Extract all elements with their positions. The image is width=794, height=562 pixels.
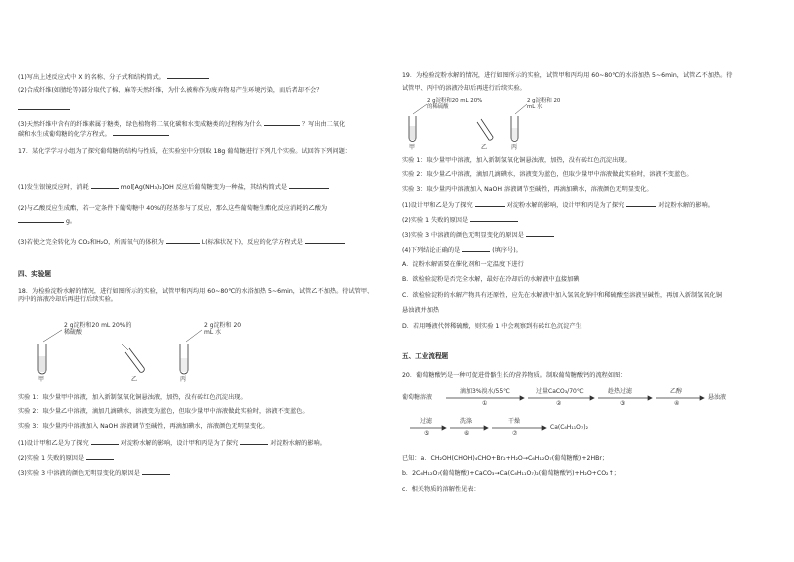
flow-suspension-label: 悬浊液 bbox=[708, 394, 727, 401]
q20-flow-diagram bbox=[402, 384, 762, 448]
q16-part1: (1)写出上述反应式中 X 的名称、分子式和结构简式。 bbox=[18, 72, 209, 82]
q16-part2-blank bbox=[18, 103, 70, 113]
q17-intro: 17．某化学学习小组为了探究葡萄糖的结构与性质，在实验室中分别取 18g 葡萄糖进行下列几个实验。试回答下列问题： bbox=[18, 148, 351, 155]
q18-tube-bing-label: 2 g淀粉和 20 mL 水 bbox=[204, 322, 242, 336]
q18-tube-name-jia: 甲 bbox=[38, 376, 45, 383]
tube-bing bbox=[511, 104, 527, 142]
flow-product-label: Ca(C₆H₁₁O₇)₂ bbox=[550, 424, 588, 431]
q19-option-c: C．欲检验淀粉的水解产物具有还原性，应先在水解液中加入氢氧化钠中和稀硫酸至溶液呈碱性，再加入新制氢氧化铜 bbox=[402, 292, 722, 299]
q16-part3-cont: 碳和水生成葡萄糖的化学方程式。 bbox=[18, 129, 169, 139]
q16-part3: (3)天然纤维中含有的纤维素属于糖类，绿色植物将二氧化碳和水变成糖类的过程称为什么 ？写出由二氧化 bbox=[18, 121, 346, 128]
q18-part1: (1)设计甲和乙是为了探究 对淀粉水解的影响，设计甲和丙是为了探究 对淀粉水解的影响。 bbox=[18, 440, 326, 447]
flow-step7-label: 干燥 bbox=[508, 418, 521, 425]
q20-known-c: c．相关物质的溶解性见表： bbox=[402, 486, 480, 493]
q20-known-b: b．2C₆H₁₂O₇(葡萄糖酸)+CaCO₃→Ca(C₆H₁₁O₇)₂(葡萄糖酸钙)+H₂O+CO₂↑； bbox=[402, 470, 620, 477]
section4-heading: 四、实验题 bbox=[18, 270, 51, 278]
flow-step5-label: 过滤 bbox=[420, 418, 433, 425]
q18-part3: (3)实验 3 中溶液的颜色无明显变化的原因是 bbox=[18, 468, 170, 478]
flow-step3-number: ③ bbox=[620, 400, 626, 407]
flow-step6-label: 洗涤 bbox=[460, 418, 473, 425]
tube-yi bbox=[477, 119, 493, 140]
q19-intro: 19．为检验淀粉水解的情况，进行如图所示的实验，试管甲和丙均用 60~80℃的水浴加热 5~6min，试管乙不加热。待 bbox=[402, 72, 733, 79]
q19-tube-bing-label: 2 g淀粉和 20 mL 水 bbox=[527, 98, 561, 110]
q18-exp3: 实验 3：取少量丙中溶液加入 NaOH 溶液调节至碱性，再滴加碘水，溶液颜色无明显变化。 bbox=[18, 423, 269, 430]
flow-step5-number: ⑤ bbox=[424, 430, 430, 437]
q19-option-c-cont: 悬浊液并加热 bbox=[402, 307, 440, 314]
flow-step2-number: ② bbox=[556, 400, 562, 407]
q18-tube-name-yi: 乙 bbox=[131, 376, 138, 383]
q18-tube-jia-label: 2 g淀粉和20 mL 20%的稀硫酸 bbox=[64, 322, 132, 336]
q17-part3: (3)若使之完全转化为 CO₂和H₂O，所需氧气的体积为 L(标准状况下)，反应的化学方程式是 bbox=[18, 237, 345, 247]
q17-part1: (1)发生银镜反应时，消耗 mol[Ag(NH₃)₂]OH 反应后葡萄糖变为一种盐，其结构简式是 bbox=[18, 182, 329, 192]
tube-jia bbox=[409, 104, 427, 142]
q19-tube-name-jia: 甲 bbox=[409, 144, 416, 151]
flow-step7-number: ⑦ bbox=[512, 430, 518, 437]
flow-step1-label: 滴加3%溴水/55℃ bbox=[460, 388, 510, 395]
q20-known-a: 已知：a．CH₂OH(CHOH)₄CHO+Br₂+H₂O→C₆H₁₂O₇(葡萄糖酸)+2HBr； bbox=[402, 455, 609, 462]
flow-step6-number: ⑥ bbox=[464, 430, 470, 437]
q17-part2: (2)与乙酸反应生成酯，若一定条件下葡萄糖中 40%的羟基参与了反应，那么这些葡萄糖生酯化反应消耗的乙酸为 bbox=[18, 205, 328, 212]
q18-tube-figure bbox=[30, 322, 242, 384]
q19-option-d: D．若用唾液代替稀硫酸，则实验 1 中会观察到有砖红色沉淀产生 bbox=[402, 323, 582, 330]
q18-part2: (2)实验 1 失败的原因是 bbox=[18, 453, 114, 463]
q19-part1: (1)设计甲和乙是为了探究 对淀粉水解的影响，设计甲和丙是为了探究 对淀粉水解的影响。 bbox=[402, 202, 714, 209]
q19-tube-name-bing: 丙 bbox=[511, 144, 518, 151]
q18-intro: 18．为检验淀粉水解的情况，进行如图所示的实验，试管甲和丙均用 60~80℃的水浴加热 5~6min，试管乙不加热。待试管甲、丙中的溶液冷却后再进行后续实验。 bbox=[18, 288, 374, 303]
q19-tube-figure bbox=[405, 96, 565, 152]
q20-intro: 20．葡萄糖酸钙是一种可促进骨骼生长的营养物质。制取葡萄糖酸钙的流程如图： bbox=[402, 372, 627, 379]
q19-exp2: 实验 2：取少量乙中溶液，滴加几滴碘水，溶液变为蓝色，但取少量甲中溶液做此实验时，溶液不变蓝色。 bbox=[402, 171, 693, 178]
q19-option-a: A．淀粉水解需要在催化剂和一定温度下进行 bbox=[402, 261, 524, 268]
q19-part3: (3)实验 3 中溶液的颜色无明显变化的原因是 bbox=[402, 230, 554, 240]
section5-heading: 五、工业流程题 bbox=[402, 352, 449, 360]
tube-yi bbox=[122, 344, 144, 372]
q18-exp2: 实验 2：取少量乙中溶液，滴加几滴碘水，溶液变为蓝色，但取少量甲中溶液做此实验时，溶液不变蓝色。 bbox=[18, 408, 309, 415]
q19-part4: (4)下列结论正确的是 (填序号)。 bbox=[402, 247, 522, 254]
flow-step4-label: 乙醇 bbox=[670, 388, 683, 395]
tube-jia bbox=[38, 330, 62, 374]
q19-intro-cont: 试管甲、丙中的溶液冷却后再进行后续实验。 bbox=[402, 85, 526, 92]
flow-step3-label: 趁热过滤 bbox=[608, 388, 633, 395]
q19-exp3: 实验 3：取少量丙中溶液加入 NaOH 溶液调节至碱性，再滴加碘水，溶液颜色无明显变化。 bbox=[402, 186, 653, 193]
q17-part2-cont: g。 bbox=[18, 216, 76, 226]
tube-bing bbox=[180, 330, 202, 374]
q19-tube-jia-label: 2 g淀粉和20 mL 20%的稀硫酸 bbox=[427, 98, 483, 110]
flow-step2-label: 过量CaCO₃/70℃ bbox=[536, 388, 584, 395]
q19-part2: (2)实验 1 失败的原因是 bbox=[402, 215, 518, 225]
q19-option-b: B．欲检验淀粉是否完全水解，最好在冷却后的水解液中直接加碘 bbox=[402, 276, 580, 283]
q18-tube-name-bing: 丙 bbox=[180, 376, 187, 383]
q19-tube-name-yi: 乙 bbox=[481, 144, 488, 151]
flow-step1-number: ① bbox=[482, 400, 488, 407]
q18-exp1: 实验 1：取少量甲中溶液，加入新制氢氧化铜悬浊液，加热，没有砖红色沉淀出现。 bbox=[18, 394, 247, 401]
flow-start-label: 葡萄糖溶液 bbox=[402, 394, 433, 401]
q19-exp1: 实验 1：取少量甲中溶液，加入新制氢氧化铜悬浊液，加热，没有砖红色沉淀出现。 bbox=[402, 157, 631, 164]
flow-step4-number: ④ bbox=[674, 400, 680, 407]
q16-part2: (2)合成纤维(如腈纶等)部分取代了棉、麻等天然纤维，为什么被称作为废弃物易产生环境污染，而后者却不会？ bbox=[18, 87, 323, 94]
